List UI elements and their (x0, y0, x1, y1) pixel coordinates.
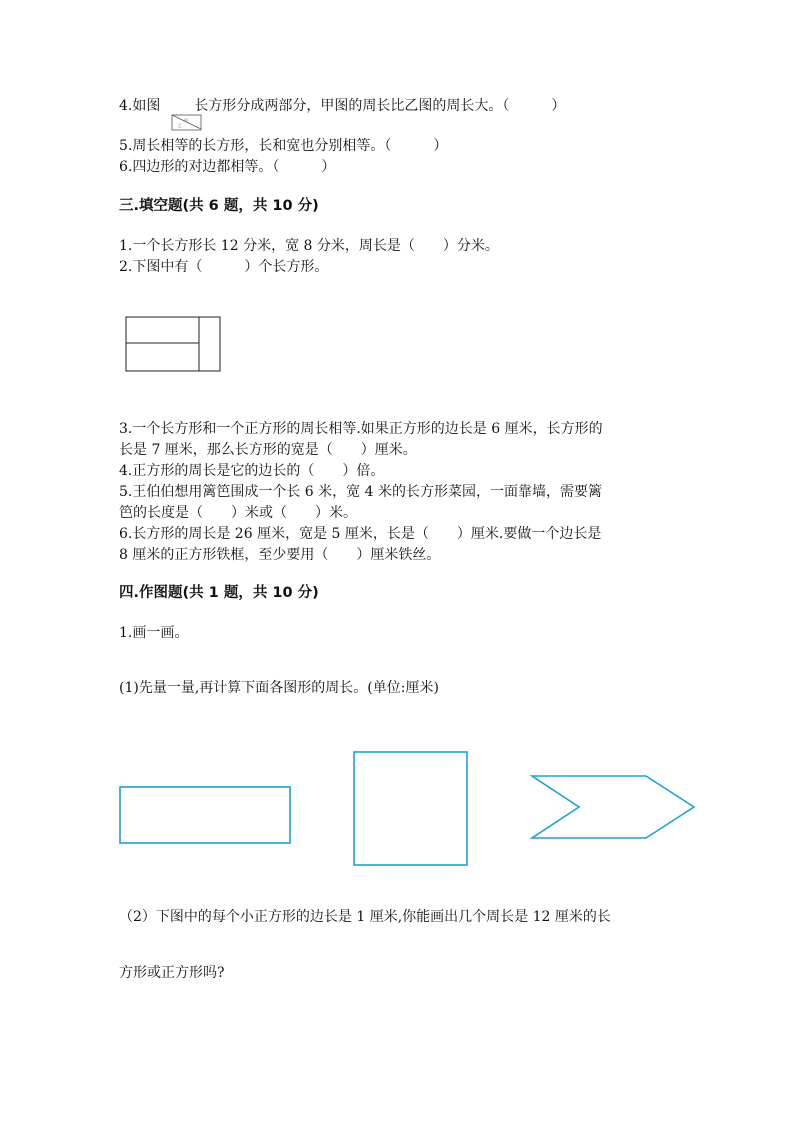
figure-label-jia: 甲 (184, 118, 188, 123)
section3-q4: 4.正方形的周长是它的边长的（ ）倍。 (119, 463, 385, 479)
judge-q4-suffix: 长方形分成两部分，甲图的周长比乙图的周长大。（ ） (194, 98, 566, 114)
section4-part1: (1)先量一量,再计算下面各图形的周长。(单位:厘米) (119, 680, 439, 696)
section4-part2-line1: （2）下图中的每个小正方形的边长是 1 厘米,你能画出几个周长是 12 厘米的长 (119, 909, 611, 925)
section4-q1: 1.画一画。 (119, 625, 189, 641)
judge-q4-split-rectangle-figure (170, 112, 204, 134)
section3-q1: 1.一个长方形长 12 分米，宽 8 分米，周长是（ ）分米。 (119, 238, 499, 254)
measure-shapes-figure (110, 745, 710, 875)
judge-q6: 6.四边形的对边都相等。（ ） (119, 159, 336, 175)
blue-square-shape (354, 752, 467, 865)
section3-q5-line1: 5.王伯伯想用篱笆围成一个长 6 米，宽 4 米的长方形菜园，一面靠墙，需要篱 (119, 484, 602, 500)
section4-title: 四.作图题(共 1 题，共 10 分) (119, 585, 319, 601)
rectangles-count-figure (124, 315, 224, 375)
figure-label-yi: 乙 (178, 123, 182, 128)
section3-q6-line1: 6.长方形的周长是 26 厘米，宽是 5 厘米，长是（ ）厘米.要做一个边长是 (119, 526, 602, 542)
section3-title: 三.填空题(共 6 题，共 10 分) (119, 198, 319, 214)
section3-q6-line2: 8 厘米的正方形铁框，至少要用（ ）厘米铁丝。 (119, 547, 441, 563)
judge-q5: 5.周长相等的长方形，长和宽也分别相等。（ ） (119, 138, 448, 154)
section3-q5-line2: 笆的长度是（ ）米或（ ）米。 (119, 505, 357, 521)
section3-q3-line2: 长是 7 厘米，那么长方形的宽是（ ）厘米。 (119, 442, 417, 458)
section3-q2: 2.下图中有（ ）个长方形。 (119, 259, 329, 275)
blue-arrow-shape (532, 776, 694, 838)
section4-part2-line2: 方形或正方形吗? (119, 965, 225, 981)
judge-q4-prefix: 4.如图 (119, 98, 161, 114)
section3-q3-line1: 3.一个长方形和一个正方形的周长相等.如果正方形的边长是 6 厘米，长方形的 (119, 421, 603, 437)
blue-rectangle-shape (120, 787, 290, 843)
